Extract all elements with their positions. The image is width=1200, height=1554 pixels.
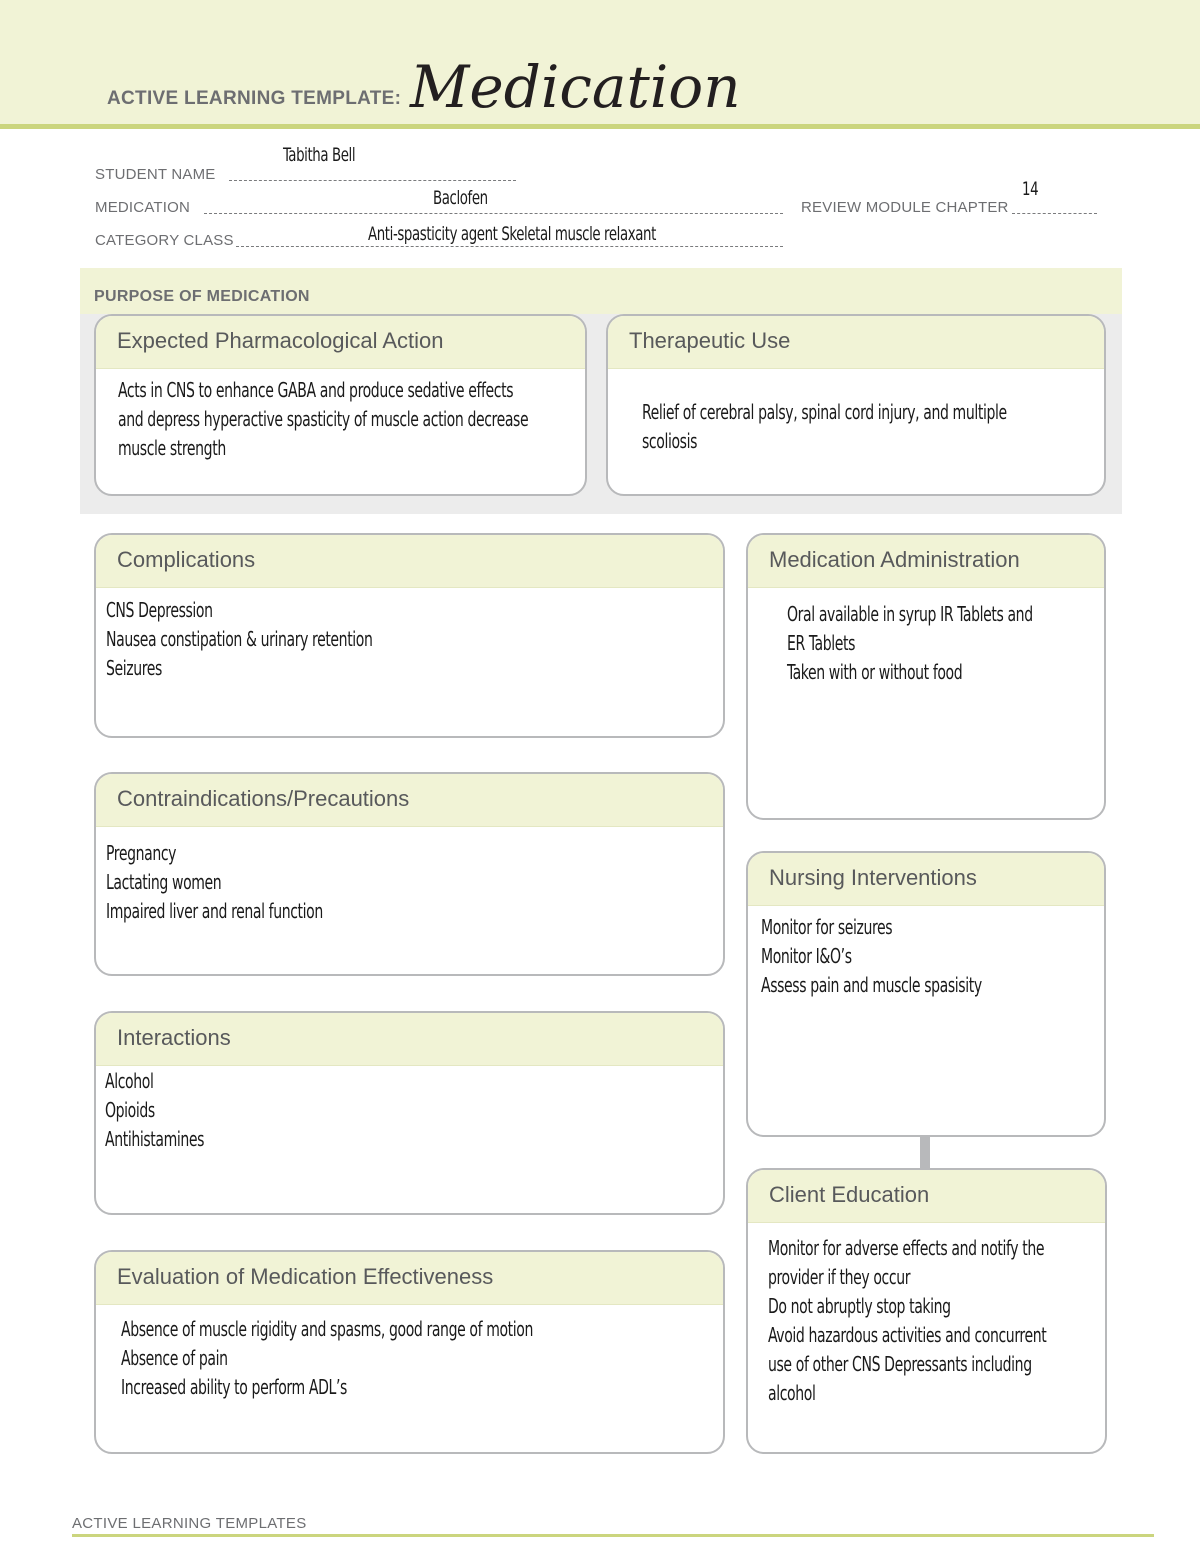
- evaluation-title: Evaluation of Medication Effectiveness: [117, 1264, 494, 1289]
- footer-rule: [72, 1534, 1154, 1537]
- category-class-line: [236, 246, 783, 247]
- review-module-label: REVIEW MODULE CHAPTER: [801, 199, 1009, 216]
- review-module-line: [1012, 213, 1097, 214]
- complications-box: [94, 533, 725, 738]
- evaluation-body: [121, 1315, 723, 1402]
- medication-label: MEDICATION: [95, 199, 191, 216]
- interactions-box: [94, 1011, 725, 1215]
- expected-action-body: [118, 376, 585, 463]
- header-rule: [0, 124, 1200, 129]
- expected-action-title: Expected Pharmacological Action: [117, 328, 444, 353]
- contraindications-box: [94, 772, 725, 976]
- therapeutic-use-box: [606, 314, 1106, 496]
- template-label: ACTIVE LEARNING TEMPLATE:: [107, 88, 402, 109]
- nursing-interventions-line: Assess pain and muscle spasisity: [761, 973, 982, 997]
- student-name-label: STUDENT NAME: [95, 166, 216, 183]
- client-education-line: Avoid hazardous activities and concurrent: [768, 1323, 1047, 1347]
- medication-administration-line: ER Tablets: [787, 631, 856, 655]
- expected-action-line: muscle strength: [118, 436, 226, 460]
- category-class-value: Anti-spasticity agent Skeletal muscle relaxant: [368, 223, 656, 245]
- client-education-line: alcohol: [768, 1381, 816, 1405]
- purpose-label: PURPOSE OF MEDICATION: [94, 288, 310, 305]
- nursing-interventions-line: Monitor for seizures: [761, 915, 893, 939]
- medication-administration-line: Oral available in syrup IR Tablets and: [787, 602, 1033, 626]
- therapeutic-use-line: scoliosis: [642, 429, 698, 453]
- medication-administration-title: Medication Administration: [769, 547, 1020, 572]
- interactions-body: [105, 1067, 723, 1154]
- client-education-line: Do not abruptly stop taking: [768, 1294, 951, 1318]
- client-education-body: [768, 1234, 1105, 1408]
- evaluation-line: Absence of muscle rigidity and spasms, good range of motion: [121, 1317, 534, 1341]
- nursing-interventions-box: [746, 851, 1106, 1137]
- box-connector: [920, 1136, 930, 1168]
- medication-administration-line: Taken with or without food: [787, 660, 963, 684]
- complications-title: Complications: [117, 547, 256, 572]
- client-education-line: provider if they occur: [768, 1265, 911, 1289]
- review-module-value: 14: [1022, 178, 1039, 200]
- contraindications-body: [106, 839, 723, 926]
- contraindications-title: Contraindications/Precautions: [117, 786, 410, 811]
- interactions-line: Opioids: [105, 1098, 155, 1122]
- interactions-title: Interactions: [117, 1025, 231, 1050]
- student-name-line: [229, 180, 516, 181]
- expected-action-line: Acts in CNS to enhance GABA and produce sedative effects: [118, 378, 514, 402]
- therapeutic-use-line: Relief of cerebral palsy, spinal cord injury, and multiple: [642, 400, 1007, 424]
- complications-line: Nausea constipation & urinary retention: [106, 627, 373, 651]
- footer-label: ACTIVE LEARNING TEMPLATES: [72, 1515, 307, 1532]
- evaluation-line: Absence of pain: [121, 1346, 228, 1370]
- client-education-line: Monitor for adverse effects and notify the: [768, 1236, 1045, 1260]
- complications-line: CNS Depression: [106, 598, 213, 622]
- client-education-line: use of other CNS Depressants including: [768, 1352, 1032, 1376]
- contraindications-line: Pregnancy: [106, 841, 177, 865]
- contraindications-line: Impaired liver and renal function: [106, 899, 323, 923]
- student-name-value: Tabitha Bell: [283, 144, 356, 166]
- expected-action-line: and depress hyperactive spasticity of muscle action decrease: [118, 407, 529, 431]
- evaluation-box: [94, 1250, 725, 1454]
- therapeutic-use-body: [642, 398, 1104, 456]
- contraindications-line: Lactating women: [106, 870, 222, 894]
- medication-line: [204, 213, 783, 214]
- nursing-interventions-title: Nursing Interventions: [769, 865, 977, 890]
- complications-line: Seizures: [106, 656, 162, 680]
- therapeutic-use-title: Therapeutic Use: [629, 328, 791, 353]
- medication-administration-box: [746, 533, 1106, 820]
- medication-value: Baclofen: [433, 187, 488, 209]
- client-education-box: [746, 1168, 1107, 1454]
- expected-action-box: [94, 314, 587, 496]
- page-title: Medication: [410, 53, 741, 121]
- category-class-label: CATEGORY CLASS: [95, 232, 234, 249]
- nursing-interventions-body: [761, 913, 1104, 1000]
- client-education-title: Client Education: [769, 1182, 930, 1207]
- medication-administration-body: [787, 600, 1104, 687]
- nursing-interventions-line: Monitor I&O’s: [761, 944, 852, 968]
- complications-body: [106, 596, 723, 683]
- interactions-line: Antihistamines: [105, 1127, 205, 1151]
- evaluation-line: Increased ability to perform ADL’s: [121, 1375, 347, 1399]
- interactions-line: Alcohol: [105, 1069, 154, 1093]
